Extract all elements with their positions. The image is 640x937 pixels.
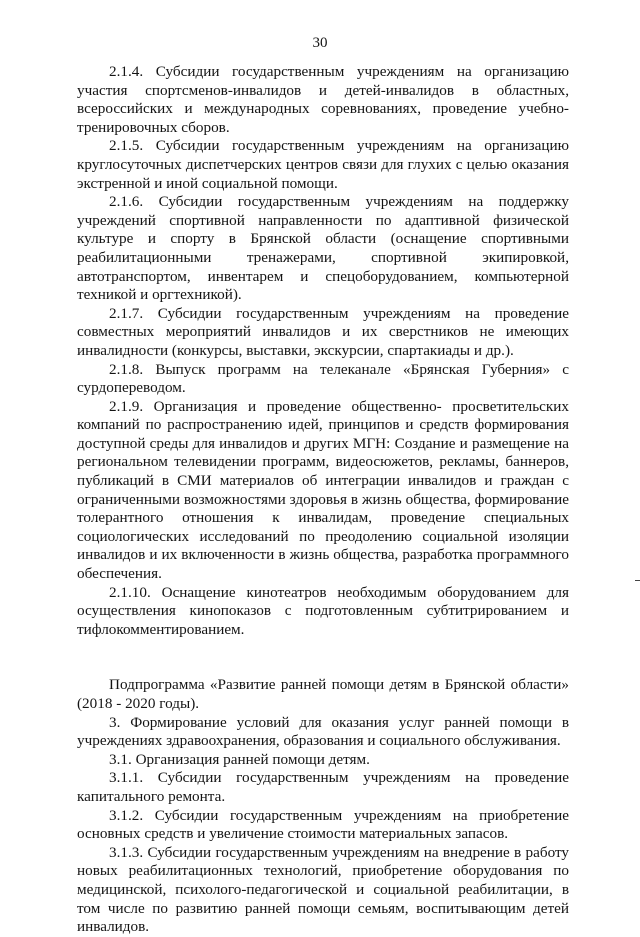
paragraph-3: 3. Формирование условий для оказания услуг ранней помощи в учреждениях здравоохранения, образования и социального обслуживания.: [77, 713, 569, 750]
subprogram-title: Подпрограмма «Развитие ранней помощи детям в Брянской области» (2018 - 2020 годы).: [77, 676, 569, 712]
paragraph-3-1-1: 3.1.1. Субсидии государственным учреждениям на проведение капитального ремонта.: [77, 769, 569, 805]
paragraph-2-1-10: 2.1.10. Оснащение кинотеатров необходимым оборудованием для осуществления кинопоказов с подготовленным субтитрированием и тифлокомментированием.: [77, 583, 569, 638]
paragraph-3-1-3: 3.1.3. Субсидии государственным учреждениям на внедрение в работу новых реабилитационных технологий, приобретение оборудования по медицинской, психолого-педагогической и социальной реабилитации, в том числе по развитию ранней помощи семьям, воспитывающим детей инвалидов.: [77, 843, 569, 936]
paragraph-2-1-5: 2.1.5. Субсидии государственным учреждениям на организацию круглосуточных диспетчерских центров связи для глухих с целью оказания экстренной и иной социальной помощи.: [77, 137, 569, 192]
document-body: [77, 63, 569, 937]
paragraph-2-1-6: 2.1.6. Субсидии государственным учреждениям на поддержку учреждений спортивной направленности по адаптивной физической культуре и спорту в Брянской области (оснащение спортивными реабилитационными тренажерами, спортивной экипировкой, автотранспортом, инвентарем и спецоборудованием, компьютерной техникой и оргтехникой).: [77, 193, 569, 304]
paragraph-2-1-8: 2.1.8. Выпуск программ на телеканале «Брянская Губерния» с сурдопереводом.: [77, 360, 569, 397]
section-gap: [77, 639, 569, 676]
paragraph-2-1-7: 2.1.7. Субсидии государственным учреждениям на проведение совместных мероприятий инвалидов и их сверстников не имеющих инвалидности (конкурсы, выставки, экскурсии, спартакиады и др.).: [77, 304, 569, 359]
paragraph-3-1: 3.1. Организация ранней помощи детям.: [109, 750, 370, 768]
scan-edge-mark: [635, 580, 640, 581]
paragraph-3-1-2: 3.1.2. Субсидии государственным учреждениям на приобретение основных средств и увеличение стоимости материальных запасов.: [77, 806, 569, 843]
paragraph-2-1-9: 2.1.9. Организация и проведение общественно- просветительских компаний по распространению идей, принципов и средств формирования доступной среды для инвалидов и других МГН: Создание и размещение на региональном телевидении программ, видеосюжетов, рекламы, баннеров, публикаций в СМИ материалов об интеграции инвалидов и граждан с ограниченными возможностями здоровья в жизнь общества, формирование толерантного отношения к инвалидам, проведение специальных социологических исследований по преодолению социальной изоляции инвалидов и их включенности в жизнь общества, разработка программного обеспечения.: [77, 397, 569, 583]
page-number: 30: [312, 35, 328, 51]
paragraph-2-1-4: 2.1.4. Субсидии государственным учреждениям на организацию участия спортсменов-инвалидов и детей-инвалидов в областных, всероссийских и международных соревнованиях, проведение учебно-тренировочных сборов.: [77, 63, 569, 136]
